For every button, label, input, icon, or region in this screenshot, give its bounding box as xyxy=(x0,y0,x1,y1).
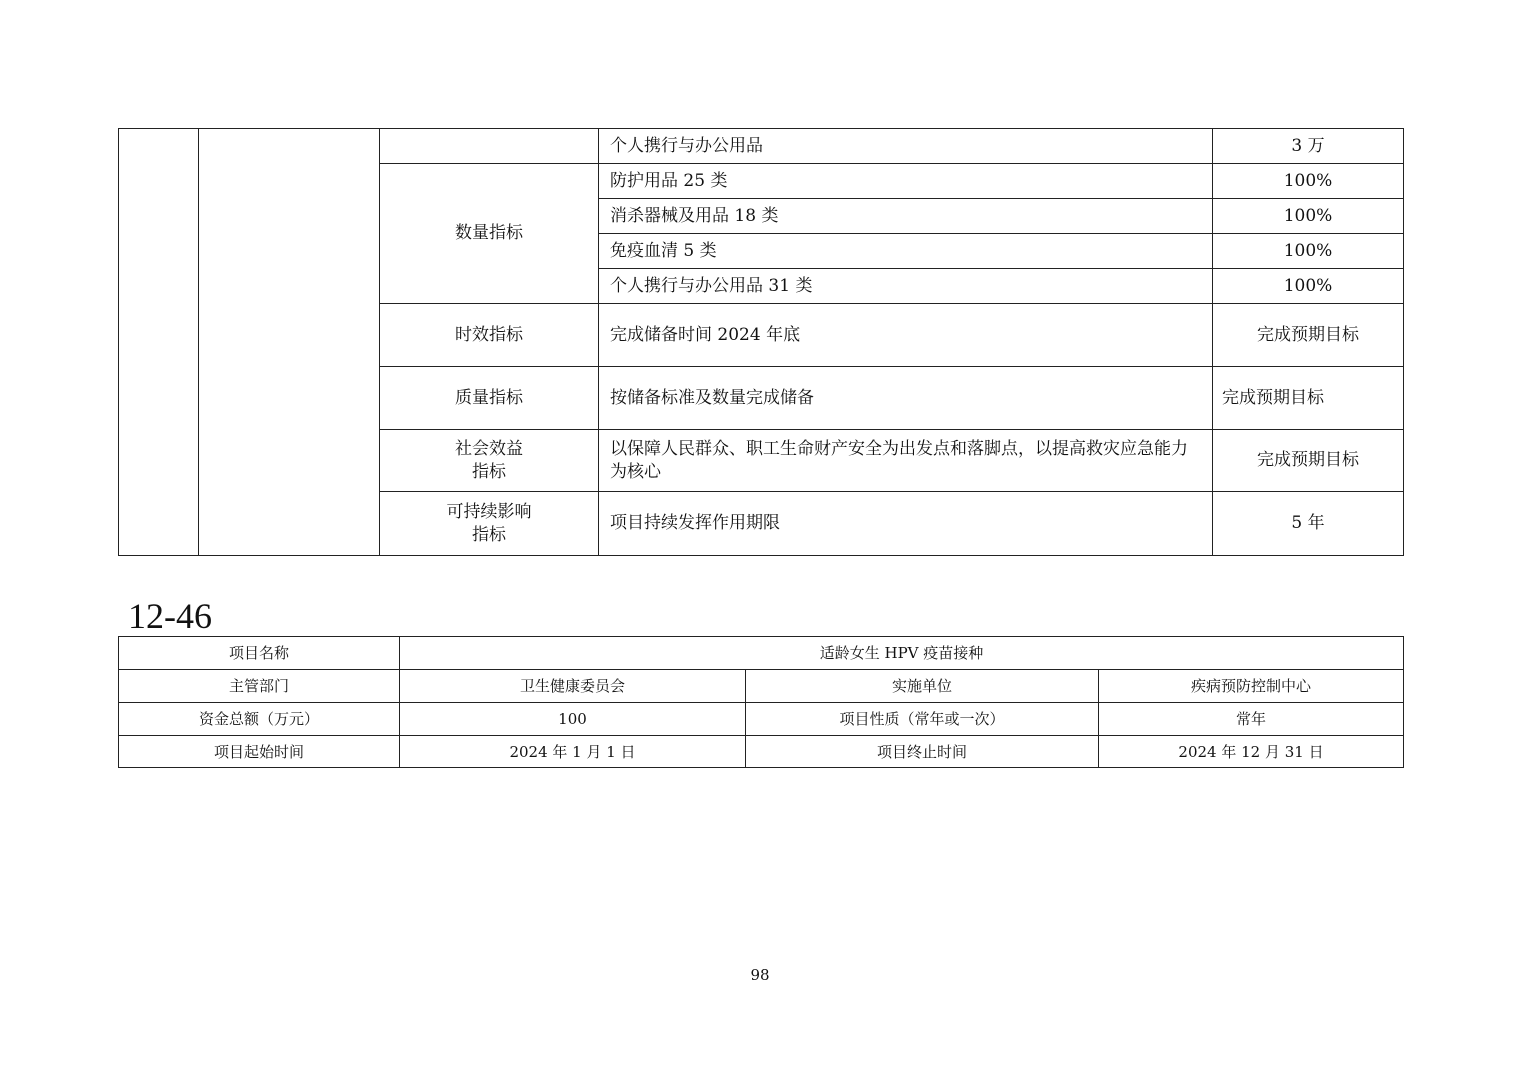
label-line: 社会效益 xyxy=(455,438,523,459)
indicator-value: 100% xyxy=(1213,164,1404,199)
indicator-item: 完成储备时间 2024 年底 xyxy=(599,304,1213,367)
quality-indicator-label: 质量指标 xyxy=(380,367,599,430)
social-indicator-label xyxy=(380,430,599,492)
start-date-label: 项目起始时间 xyxy=(119,736,400,768)
table-row xyxy=(119,703,1404,736)
indicator-item: 个人携行与办公用品 xyxy=(599,129,1213,164)
sustainability-indicator-label xyxy=(380,492,599,556)
nature-label: 项目性质（常年或一次） xyxy=(746,703,1099,736)
end-date-value: 2024 年 12 月 31 日 xyxy=(1099,736,1404,768)
end-date-label: 项目终止时间 xyxy=(746,736,1099,768)
indicator-value: 完成预期目标 xyxy=(1213,430,1404,492)
indicator-item: 项目持续发挥作用期限 xyxy=(599,492,1213,556)
timeliness-indicator-label: 时效指标 xyxy=(380,304,599,367)
implementer-value: 疾病预防控制中心 xyxy=(1099,670,1404,703)
department-value: 卫生健康委员会 xyxy=(400,670,746,703)
performance-indicator-table xyxy=(118,128,1404,556)
department-label: 主管部门 xyxy=(119,670,400,703)
page-number: 98 xyxy=(750,966,770,984)
nature-value: 常年 xyxy=(1099,703,1404,736)
indicator-value: 100% xyxy=(1213,199,1404,234)
project-name-value: 适龄女生 HPV 疫苗接种 xyxy=(400,637,1404,670)
table-row xyxy=(119,129,1404,164)
indicator-item: 按储备标准及数量完成储备 xyxy=(599,367,1213,430)
quantity-indicator-label: 数量指标 xyxy=(380,164,599,304)
start-date-value: 2024 年 1 月 1 日 xyxy=(400,736,746,768)
label-line: 指标 xyxy=(472,461,506,482)
empty-cell xyxy=(119,129,199,556)
indicator-value: 100% xyxy=(1213,234,1404,269)
project-name-label: 项目名称 xyxy=(119,637,400,670)
indicator-value: 100% xyxy=(1213,269,1404,304)
table-row xyxy=(119,637,1404,670)
indicator-value: 5 年 xyxy=(1213,492,1404,556)
indicator-value: 完成预期目标 xyxy=(1213,367,1404,430)
indicator-value: 完成预期目标 xyxy=(1213,304,1404,367)
indicator-item: 防护用品 25 类 xyxy=(599,164,1213,199)
project-info-table xyxy=(118,636,1404,768)
indicator-item: 个人携行与办公用品 31 类 xyxy=(599,269,1213,304)
label-line: 可持续影响 xyxy=(446,501,532,522)
section-title: 12-46 xyxy=(128,596,212,636)
implementer-label: 实施单位 xyxy=(746,670,1099,703)
indicator-item: 消杀器械及用品 18 类 xyxy=(599,199,1213,234)
empty-cell xyxy=(199,129,380,556)
label-line: 指标 xyxy=(472,524,506,545)
table-row xyxy=(119,736,1404,768)
empty-cell xyxy=(380,129,599,164)
indicator-item: 免疫血清 5 类 xyxy=(599,234,1213,269)
indicator-item: 以保障人民群众、职工生命财产安全为出发点和落脚点，以提高救灾应急能力为核心 xyxy=(599,430,1213,492)
indicator-value: 3 万 xyxy=(1213,129,1404,164)
table-row xyxy=(119,670,1404,703)
fund-value: 100 xyxy=(400,703,746,736)
fund-label: 资金总额（万元） xyxy=(119,703,400,736)
